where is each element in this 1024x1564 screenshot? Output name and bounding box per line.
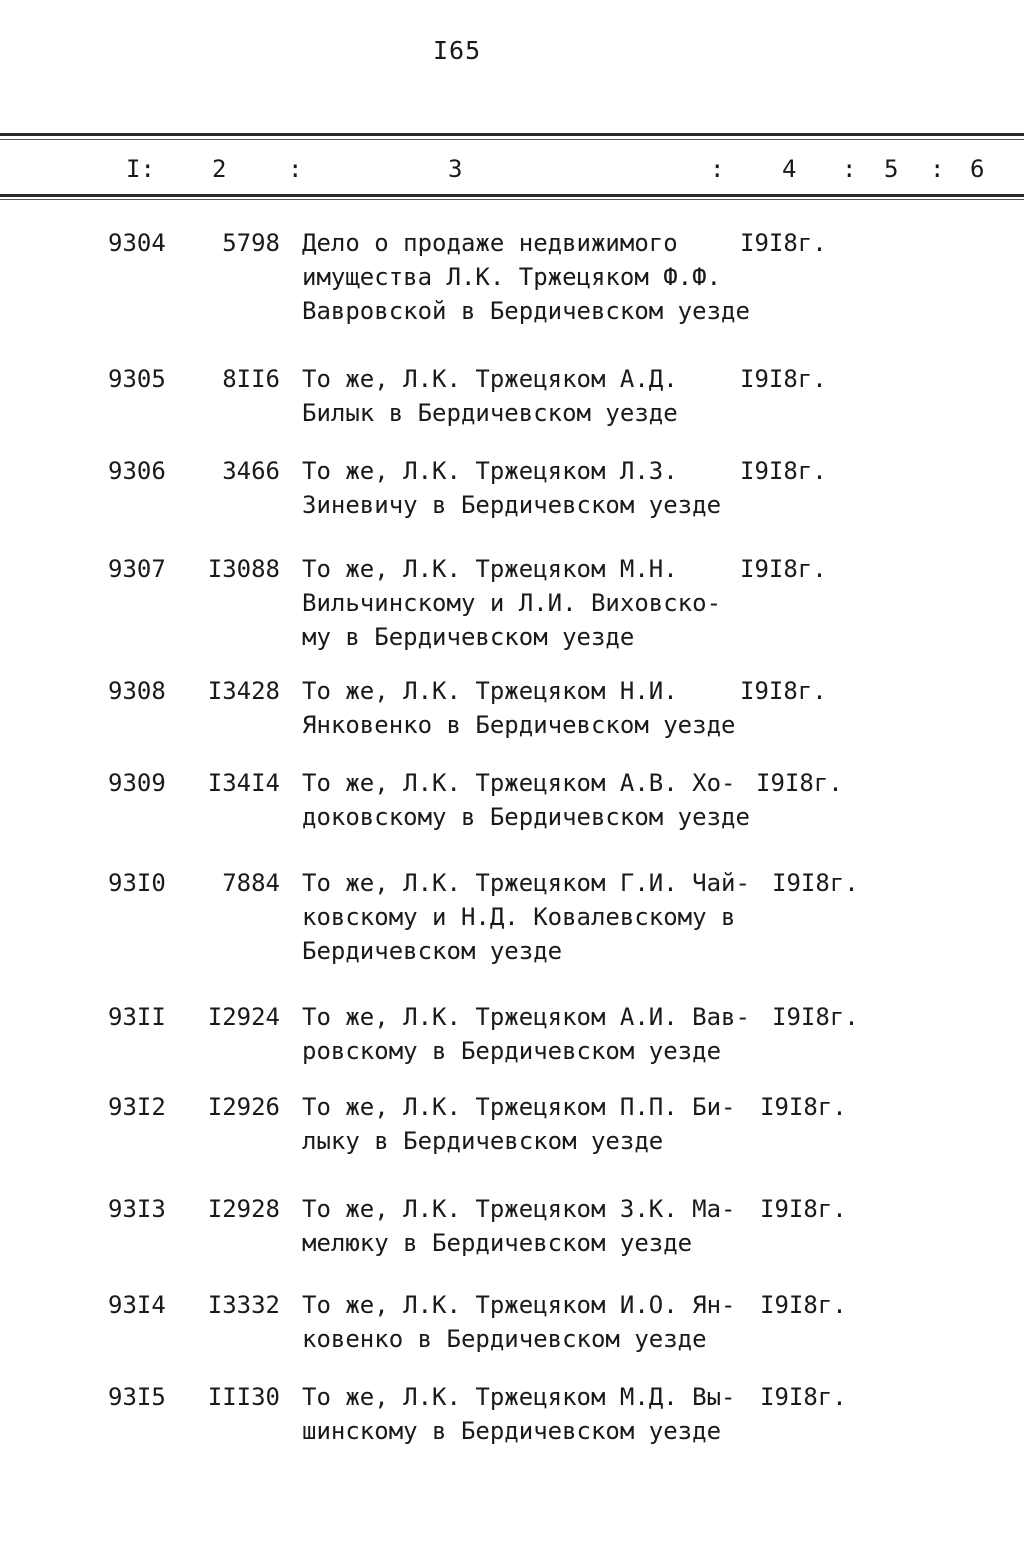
description-line: То же, Л.К. Тржецяком А.И. Вав-: [302, 1003, 750, 1031]
header-rule-bottom: [0, 194, 1024, 197]
description-line: ковскому и Н.Д. Ковалевскому в: [302, 903, 736, 931]
record-description: [302, 226, 750, 328]
record-number: 93I4: [108, 1291, 166, 1319]
record-code: III30: [207, 1383, 280, 1411]
description-line: му в Бердичевском уезде: [302, 623, 635, 651]
record-year: I9I8г.: [760, 1291, 847, 1319]
description-line: Дело о продаже недвижимого: [302, 229, 678, 257]
description-line: То же, Л.К. Тржецяком Г.И. Чай-: [302, 869, 750, 897]
description-line: Вильчинскому и Л.И. Виховско-: [302, 589, 722, 617]
record-year: I9I8г.: [760, 1093, 847, 1121]
column-header-5: 5: [884, 155, 899, 183]
description-line: Вавровской в Бердичевском уезде: [302, 297, 750, 325]
description-line: Зиневичу в Бердичевском уезде: [302, 491, 722, 519]
record-code: 7884: [222, 869, 280, 897]
record-number: 9309: [108, 769, 166, 797]
record-description: [302, 766, 750, 834]
description-line: ровскому в Бердичевском уезде: [302, 1037, 722, 1065]
record-number: 9306: [108, 457, 166, 485]
header-rule-top-thin: [0, 139, 1024, 140]
column-header-1: I:: [126, 155, 155, 183]
record-year: I9I8г.: [740, 365, 827, 393]
record-description: [302, 454, 742, 522]
record-description: [302, 866, 750, 968]
record-description: [302, 674, 742, 742]
column-header-6: 6: [970, 155, 985, 183]
column-header-3: 3: [448, 155, 463, 183]
record-number: 9304: [108, 229, 166, 257]
record-code: I34I4: [207, 769, 280, 797]
description-line: Бердичевском уезде: [302, 937, 563, 965]
description-line: То же, Л.К. Тржецяком З.К. Ма-: [302, 1195, 736, 1223]
description-line: ковенко в Бердичевском уезде: [302, 1325, 707, 1353]
record-year: I9I8г.: [756, 769, 843, 797]
header-rule-bottom-thin: [0, 199, 1024, 200]
record-number: 93II: [108, 1003, 166, 1031]
record-year: I9I8г.: [772, 1003, 859, 1031]
column-separator: :: [930, 155, 945, 183]
record-year: I9I8г.: [740, 555, 827, 583]
record-description: [302, 1090, 742, 1158]
column-separator: :: [710, 155, 725, 183]
description-line: мелюку в Бердичевском уезде: [302, 1229, 693, 1257]
record-year: I9I8г.: [740, 229, 827, 257]
record-year: I9I8г.: [740, 677, 827, 705]
record-description: [302, 1000, 750, 1068]
record-number: 9308: [108, 677, 166, 705]
record-code: 8II6: [222, 365, 280, 393]
record-code: I3088: [207, 555, 280, 583]
description-line: Билык в Бердичевском уезде: [302, 399, 678, 427]
column-header-4: 4: [782, 155, 797, 183]
record-number: 9305: [108, 365, 166, 393]
description-line: То же, Л.К. Тржецяком И.О. Ян-: [302, 1291, 736, 1319]
description-line: доковскому в Бердичевском уезде: [302, 803, 750, 831]
record-code: I3332: [207, 1291, 280, 1319]
record-code: 3466: [222, 457, 280, 485]
description-line: То же, Л.К. Тржецяком А.В. Хо-: [302, 769, 736, 797]
record-code: I2924: [207, 1003, 280, 1031]
column-header-2: 2: [212, 155, 227, 183]
record-number: 93I5: [108, 1383, 166, 1411]
description-line: лыку в Бердичевском уезде: [302, 1127, 664, 1155]
record-description: [302, 1192, 742, 1260]
record-year: I9I8г.: [760, 1383, 847, 1411]
record-code: I2928: [207, 1195, 280, 1223]
record-code: I2926: [207, 1093, 280, 1121]
page-number: I65: [433, 36, 482, 65]
description-line: То же, Л.К. Тржецяком А.Д.: [302, 365, 678, 393]
record-code: I3428: [207, 677, 280, 705]
description-line: Янковенко в Бердичевском уезде: [302, 711, 736, 739]
description-line: То же, Л.К. Тржецяком Н.И.: [302, 677, 678, 705]
record-number: 93I0: [108, 869, 166, 897]
header-rule-top: [0, 133, 1024, 136]
description-line: То же, Л.К. Тржецяком М.Д. Вы-: [302, 1383, 736, 1411]
record-number: 93I2: [108, 1093, 166, 1121]
record-year: I9I8г.: [740, 457, 827, 485]
record-code: 5798: [222, 229, 280, 257]
description-line: имущества Л.К. Тржецяком Ф.Ф.: [302, 263, 722, 291]
record-number: 93I3: [108, 1195, 166, 1223]
record-description: [302, 552, 742, 654]
column-separator: :: [288, 155, 303, 183]
record-description: [302, 362, 742, 430]
record-description: [302, 1288, 742, 1356]
record-year: I9I8г.: [760, 1195, 847, 1223]
column-separator: :: [842, 155, 857, 183]
record-year: I9I8г.: [772, 869, 859, 897]
description-line: То же, Л.К. Тржецяком Л.З.: [302, 457, 678, 485]
record-description: [302, 1380, 742, 1448]
description-line: То же, Л.К. Тржецяком М.Н.: [302, 555, 678, 583]
description-line: шинскому в Бердичевском уезде: [302, 1417, 722, 1445]
record-number: 9307: [108, 555, 166, 583]
description-line: То же, Л.К. Тржецяком П.П. Би-: [302, 1093, 736, 1121]
